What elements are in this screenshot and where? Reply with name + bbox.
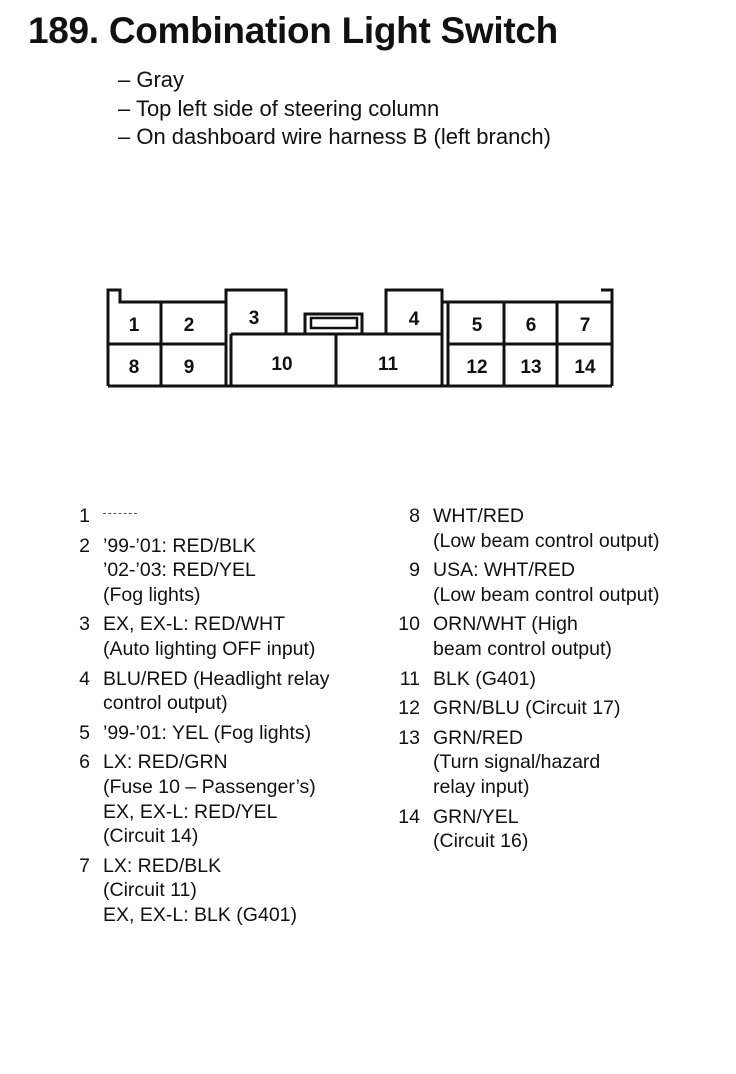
pin-line: (Low beam control output) [433, 583, 660, 606]
cell-9: 9 [183, 357, 195, 378]
pin-unused-mark [103, 513, 137, 514]
pin-line: WHT/RED [433, 505, 524, 527]
pin-line: (Low beam control output) [433, 529, 660, 552]
pin-line: beam control output) [433, 637, 612, 660]
pin-number: 4 [79, 667, 90, 690]
pin-list-left [68, 504, 330, 933]
pin-line: USA: WHT/RED [433, 559, 575, 582]
title-number: 189. [28, 10, 99, 51]
pin-line: EX, EX-L: BLK (G401) [103, 903, 298, 926]
pin-line: control output) [103, 692, 228, 715]
pin-number: 10 [398, 613, 420, 636]
pin-number: 5 [79, 721, 90, 744]
cell-7: 7 [579, 315, 591, 336]
cell-14: 14 [574, 357, 596, 378]
pin-line: GRN/BLU (Circuit 17) [433, 697, 621, 720]
pin-line: EX, EX-L: RED/WHT [103, 613, 286, 636]
cell-10: 10 [271, 354, 293, 375]
pin-number: 6 [79, 751, 90, 774]
pin-number: 2 [79, 534, 90, 557]
info-location: – Top left side of steering column [118, 95, 440, 121]
info-color: – Gray [118, 67, 185, 92]
pin-line: EX, EX-L: RED/YEL [103, 800, 278, 823]
pin-entry [68, 667, 330, 716]
pin-line: (Fuse 10 – Passenger’s) [103, 775, 316, 798]
cell-3: 3 [248, 308, 260, 329]
pin-line: ’99-’01: RED/BLK [103, 534, 256, 557]
pin-number: 14 [398, 805, 420, 828]
pin-line: (Circuit 11) [103, 879, 197, 902]
pin-number: 11 [399, 667, 420, 690]
pin-number: 3 [79, 613, 90, 636]
pin-entry [68, 504, 330, 529]
pin-entry [398, 612, 660, 661]
cell-1: 1 [128, 315, 140, 336]
pin-list-right [398, 504, 660, 859]
pin-entry [398, 558, 660, 607]
info-harness: – On dashboard wire harness B (left branch) [118, 124, 551, 149]
pin-entry [398, 504, 660, 553]
pin-line: (Auto lighting OFF input) [103, 637, 316, 660]
pin-line: LX: RED/GRN [103, 751, 228, 774]
pin-entry [68, 721, 330, 746]
connector-diagram [0, 0, 736, 420]
cell-11: 11 [377, 354, 399, 375]
cell-5: 5 [471, 315, 483, 336]
pin-line: GRN/RED [433, 726, 523, 749]
pin-entry [398, 805, 660, 854]
cell-4: 4 [408, 309, 420, 330]
pin-entry [398, 726, 660, 800]
pin-line: (Fog lights) [103, 583, 201, 606]
pin-line: (Circuit 14) [103, 825, 199, 848]
pin-line: (Circuit 16) [433, 830, 529, 853]
pin-entry [68, 854, 330, 928]
pin-number: 8 [409, 505, 420, 527]
pin-line: BLK (G401) [433, 667, 536, 690]
cell-2: 2 [183, 315, 195, 336]
pin-entry [68, 750, 330, 848]
pin-line: LX: RED/BLK [103, 854, 222, 877]
pin-line: relay input) [433, 775, 530, 798]
pin-line: GRN/YEL [433, 805, 519, 828]
pin-number: 7 [79, 854, 90, 877]
pin-line: ORN/WHT (High [433, 613, 578, 636]
pin-entry [398, 696, 660, 721]
pin-number: 1 [79, 505, 90, 527]
cell-12: 12 [466, 357, 488, 378]
pin-entry [68, 612, 330, 661]
pin-number: 13 [398, 726, 420, 749]
pin-line: (Turn signal/hazard [433, 751, 601, 774]
pin-number: 9 [409, 559, 420, 582]
pin-line: ’99-’01: YEL (Fog lights) [103, 721, 312, 744]
pin-entry [398, 667, 660, 692]
pin-line: ’02-’03: RED/YEL [103, 559, 256, 582]
cell-6: 6 [525, 315, 537, 336]
pin-line: BLU/RED (Headlight relay [103, 667, 330, 690]
title-text: Combination Light Switch [108, 10, 558, 51]
cell-8: 8 [128, 357, 140, 378]
cell-13: 13 [520, 357, 542, 378]
pin-entry [68, 534, 330, 608]
pin-number: 12 [398, 697, 420, 720]
